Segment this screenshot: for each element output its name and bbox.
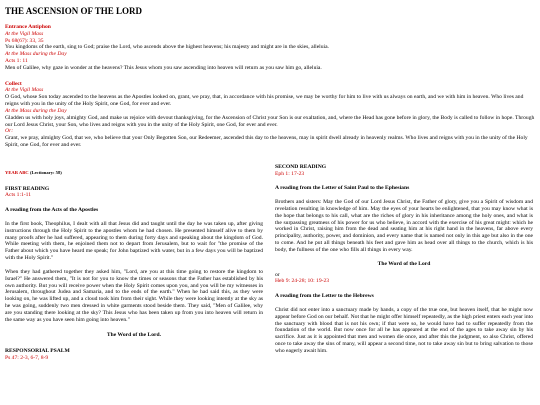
word-of-the-lord: The Word of the Lord.: [106, 332, 162, 339]
collect-vigil-text: O God, whose Son today ascended to the heavens as the Apostles looked on, grant, we pray, that, in accordance with his promise, we may be worthy for him to live with us always on earth, and we with him in heaven. Who lives and reigns with you in the unity of the Holy Spirit, one God, for ever and ever.: [5, 94, 524, 108]
collect-day-text: Gladden us with holy joys, almighty God, and make us rejoice with devout thanksgiving, for the Ascension of Christ your Son is our exaltation, and, where the Head has gone before in glory, the Body is called to follow in hope. Through our Lord Jesus Christ, your Son, who lives and reigns with you in the unity of the Holy Spirit, one God, for ever and ever.: [5, 114, 535, 128]
second-reading-intro: A reading from the Letter of Saint Paul to the Ephesians: [275, 185, 410, 192]
hebrews-intro: A reading from the Letter to the Hebrews: [275, 293, 374, 300]
responsorial-psalm-reference: Ps 47: 2-3, 6-7, 8-9: [5, 355, 49, 362]
vigil-mass-label-2: At the Vigil Mass: [5, 87, 44, 94]
page-title: THE ASCENSION OF THE LORD: [5, 6, 143, 16]
first-reading-paragraph-2: When they had gathered together they asked him, "Lord, are you at this time going to restore the kingdom to Israel?" He answered them, "It is not for you to know the times or seasons that the Father has established by his own authority. But you will receive power when the Holy Spirit comes upon you, and you will be my witnesses in Jerusalem, throughout Judea and Samaria, and to the ends of the earth." When he had said this, as they were looking on, he was lifted up, and a cloud took him from their sight. While they were looking intently at the sky as he was going, suddenly two men dressed in white garments stood beside them. They said, "Men of Galilee, why are you standing there looking at the sky? This Jesus who has been taken up from you into heaven will return in the same way as you have seen him going into heaven.": [5, 268, 263, 323]
second-reading-paragraph: Brothers and sisters: May the God of our Lord Jesus Christ, the Father of glory, give you a Spirit of wisdom and revelation resulting in knowledge of him. May the eyes of your hearts be enlightened, that you may know what is the hope that belongs to his call, what are the riches of glory in his inheritance among the holy ones, and what is the surpassing greatness of his power for us who believe, in accord with the exercise of his great might: which he worked in Christ, raising him from the dead and seating him at his right hand in the heavens, far above every principality, authority, power, and dominion, and every name that is named not only in this age but also in the one to come. And he put all things beneath his feet and gave him as head over all things to the church, which is his body, the fullness of the one who fills all things in every way.: [275, 199, 533, 253]
collect-heading: Collect: [5, 80, 22, 87]
or-label: Or:: [5, 128, 14, 135]
entrance-antiphon-vigil-text: You kingdoms of the earth, sing to God; praise the Lord, who ascends above the highest heavens; his majesty and might are in the skies, alleluia.: [5, 44, 329, 51]
year-label: YEAR ABC: [5, 169, 29, 175]
psalm-reference: Ps 68(67): 33, 35: [5, 37, 44, 44]
entrance-antiphon-day-text: Men of Galilee, why gaze in wonder at the heavens? This Jesus whom you saw ascending into heaven will return as you saw him go, alleluia.: [5, 64, 322, 71]
acts-reference: Acts 1: 11: [5, 58, 28, 65]
second-reading-reference: Eph 1: 17-23: [275, 170, 305, 177]
readings-columns: [5, 164, 535, 362]
first-reading-reference: Acts 1:1-11: [5, 192, 32, 199]
second-reading-heading: SECOND READING: [275, 163, 327, 170]
first-reading-intro: A reading from the Acts of the Apostles: [5, 207, 99, 214]
day-mass-label: At the Mass during the Day: [5, 51, 67, 58]
word-of-the-lord-2: The Word of the Lord: [377, 260, 431, 267]
right-column: [275, 164, 533, 362]
left-column: [5, 164, 263, 362]
day-mass-label-2: At the Mass during the Day: [5, 107, 67, 114]
entrance-antiphon-heading: Entrance Antiphon: [5, 23, 51, 30]
hebrews-reference: Heb 9: 24-28; 10: 19-23: [275, 278, 330, 285]
lectionary-line: [5, 170, 263, 177]
collect-or-text: Grant, we pray, almighty God, that we, who believe that your Only Begotten Son, our Redeemer, ascended this day to the heavens, may in spirit dwell already in heavenly realms. Who lives and reigns with you in the unity of the Holy Spirit, one God, for ever and ever.: [5, 135, 528, 148]
hebrews-paragraph: Christ did not enter into a sanctuary made by hands, a copy of the true one, but heaven itself, that he might now appear before God on our behalf. Not that he might offer himself repeatedly, as the high priest enters each year into the sanctuary with blood that is not his own; if that were so, he would have had to suffer repeatedly from the foundation of the world. But now once for all he has appeared at the end of the ages to take away sin by his sacrifice. Just as it is appointed that men and women die once, and after this the judgment, so also Christ, offered once to take away the sins of many, will appear a second time, not to take away sin but to bring salvation to those who eagerly await him.: [275, 306, 533, 354]
first-reading-paragraph-1: In the first book, Theophilus, I dealt with all that Jesus did and taught until the day he was taken up, after giving instructions through the Holy Spirit to the apostles whom he had chosen. He presented himself alive to them by many proofs after he had suffered, appearing to them during forty days and speaking about the kingdom of God. While meeting with them, he enjoined them not to depart from Jerusalem, but to wait for "the promise of the Father about which you have heard me speak; for John baptized with water, but in a few days you will be baptized with the Holy Spirit.": [5, 221, 263, 262]
vigil-mass-label: At the Vigil Mass: [5, 30, 44, 37]
first-reading-heading: FIRST READING: [5, 185, 50, 192]
or-separator: or: [275, 271, 280, 278]
responsorial-psalm-heading: RESPONSORIAL PSALM: [5, 348, 70, 355]
lectionary-number: (Lectionary: 58): [30, 169, 62, 175]
